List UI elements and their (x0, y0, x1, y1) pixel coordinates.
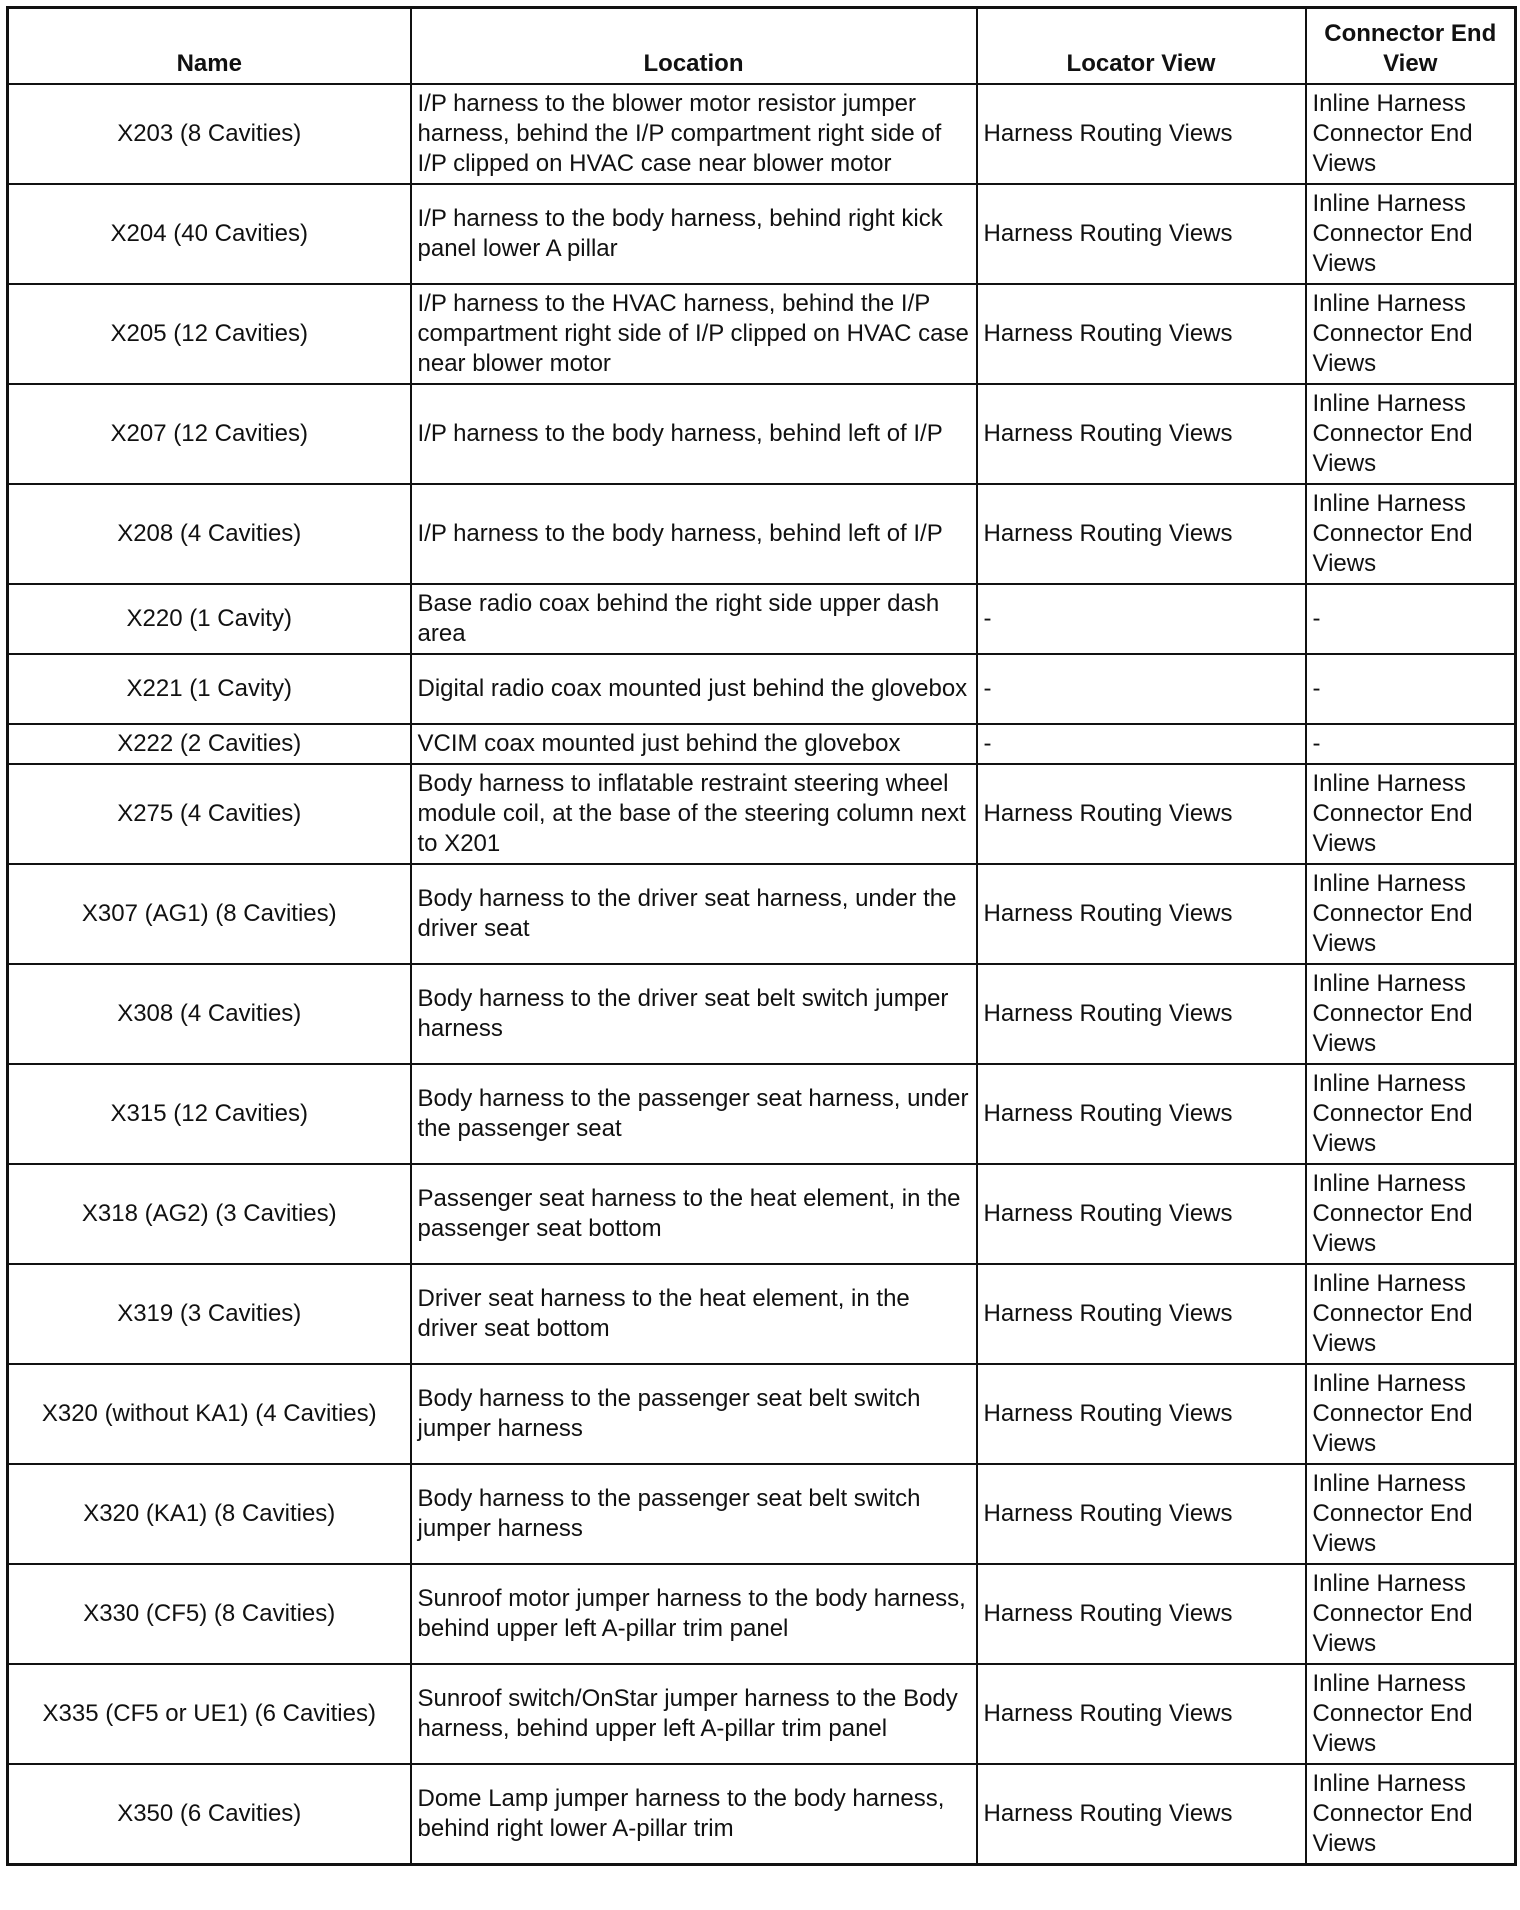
connector-name: X315 (12 Cavities) (8, 1064, 411, 1164)
connector-end-view: Inline Harness Connector End Views (1306, 1164, 1516, 1264)
table-row (8, 1564, 1516, 1664)
table-row (8, 484, 1516, 584)
connector-location: Driver seat harness to the heat element, in the driver seat bottom (411, 1264, 977, 1364)
connector-end-view: Inline Harness Connector End Views (1306, 764, 1516, 864)
connector-location: Digital radio coax mounted just behind the glovebox (411, 654, 977, 724)
connector-location: Body harness to the passenger seat harness, under the passenger seat (411, 1064, 977, 1164)
connector-location: Body harness to the driver seat belt switch jumper harness (411, 964, 977, 1064)
connector-name: X220 (1 Cavity) (8, 584, 411, 654)
locator-view: - (977, 584, 1306, 654)
connector-name: X350 (6 Cavities) (8, 1764, 411, 1865)
connector-location: VCIM coax mounted just behind the glovebox (411, 724, 977, 764)
connector-location: I/P harness to the body harness, behind left of I/P (411, 484, 977, 584)
connector-name: X208 (4 Cavities) (8, 484, 411, 584)
header-connector-end-view: Connector End View (1306, 8, 1516, 85)
table-row (8, 764, 1516, 864)
locator-view: Harness Routing Views (977, 1264, 1306, 1364)
connector-name: X330 (CF5) (8 Cavities) (8, 1564, 411, 1664)
table-row (8, 1364, 1516, 1464)
connector-name: X320 (KA1) (8 Cavities) (8, 1464, 411, 1564)
connector-location: Body harness to the driver seat harness, under the driver seat (411, 864, 977, 964)
connector-end-view: - (1306, 724, 1516, 764)
connector-table-page (6, 6, 1514, 1866)
locator-view: Harness Routing Views (977, 964, 1306, 1064)
table-row (8, 184, 1516, 284)
table-row (8, 384, 1516, 484)
connector-end-view: Inline Harness Connector End Views (1306, 1264, 1516, 1364)
connector-location: Body harness to the passenger seat belt switch jumper harness (411, 1464, 977, 1564)
table-header-row (8, 8, 1516, 85)
table-row (8, 1664, 1516, 1764)
connector-location: I/P harness to the body harness, behind right kick panel lower A pillar (411, 184, 977, 284)
connector-name: X275 (4 Cavities) (8, 764, 411, 864)
connector-end-view: Inline Harness Connector End Views (1306, 484, 1516, 584)
locator-view: Harness Routing Views (977, 484, 1306, 584)
connector-location: Body harness to the passenger seat belt switch jumper harness (411, 1364, 977, 1464)
locator-view: Harness Routing Views (977, 1464, 1306, 1564)
connector-location: Passenger seat harness to the heat element, in the passenger seat bottom (411, 1164, 977, 1264)
locator-view: Harness Routing Views (977, 764, 1306, 864)
table-row (8, 724, 1516, 764)
connector-end-view: Inline Harness Connector End Views (1306, 184, 1516, 284)
table-row (8, 1164, 1516, 1264)
connector-name: X205 (12 Cavities) (8, 284, 411, 384)
connector-end-view: - (1306, 584, 1516, 654)
header-locator-view: Locator View (977, 8, 1306, 85)
connector-end-view: Inline Harness Connector End Views (1306, 284, 1516, 384)
connector-end-view: Inline Harness Connector End Views (1306, 1564, 1516, 1664)
connector-name: X308 (4 Cavities) (8, 964, 411, 1064)
table-row (8, 1764, 1516, 1865)
connector-name: X222 (2 Cavities) (8, 724, 411, 764)
connector-end-view: Inline Harness Connector End Views (1306, 1664, 1516, 1764)
connector-name: X319 (3 Cavities) (8, 1264, 411, 1364)
locator-view: Harness Routing Views (977, 1364, 1306, 1464)
locator-view: Harness Routing Views (977, 84, 1306, 184)
locator-view: - (977, 724, 1306, 764)
header-name: Name (8, 8, 411, 85)
connector-end-view: - (1306, 654, 1516, 724)
connector-table (6, 6, 1517, 1866)
table-row (8, 284, 1516, 384)
locator-view: Harness Routing Views (977, 184, 1306, 284)
table-row (8, 964, 1516, 1064)
table-row (8, 1464, 1516, 1564)
connector-end-view: Inline Harness Connector End Views (1306, 1364, 1516, 1464)
connector-location: Sunroof motor jumper harness to the body harness, behind upper left A-pillar trim panel (411, 1564, 977, 1664)
connector-location: Body harness to inflatable restraint steering wheel module coil, at the base of the steering column next to X201 (411, 764, 977, 864)
connector-location: Base radio coax behind the right side upper dash area (411, 584, 977, 654)
connector-location: I/P harness to the HVAC harness, behind the I/P compartment right side of I/P clipped on HVAC case near blower motor (411, 284, 977, 384)
table-row (8, 654, 1516, 724)
table-row (8, 1064, 1516, 1164)
connector-name: X203 (8 Cavities) (8, 84, 411, 184)
connector-name: X204 (40 Cavities) (8, 184, 411, 284)
connector-name: X320 (without KA1) (4 Cavities) (8, 1364, 411, 1464)
connector-name: X335 (CF5 or UE1) (6 Cavities) (8, 1664, 411, 1764)
locator-view: Harness Routing Views (977, 284, 1306, 384)
locator-view: Harness Routing Views (977, 384, 1306, 484)
table-row (8, 864, 1516, 964)
connector-end-view: Inline Harness Connector End Views (1306, 1764, 1516, 1865)
locator-view: - (977, 654, 1306, 724)
connector-name: X221 (1 Cavity) (8, 654, 411, 724)
locator-view: Harness Routing Views (977, 1664, 1306, 1764)
connector-name: X307 (AG1) (8 Cavities) (8, 864, 411, 964)
connector-location: I/P harness to the blower motor resistor jumper harness, behind the I/P compartment right side of I/P clipped on HVAC case near blower motor (411, 84, 977, 184)
connector-location: I/P harness to the body harness, behind left of I/P (411, 384, 977, 484)
connector-end-view: Inline Harness Connector End Views (1306, 84, 1516, 184)
connector-end-view: Inline Harness Connector End Views (1306, 864, 1516, 964)
locator-view: Harness Routing Views (977, 1764, 1306, 1865)
connector-location: Sunroof switch/OnStar jumper harness to the Body harness, behind upper left A-pillar trim panel (411, 1664, 977, 1764)
header-location: Location (411, 8, 977, 85)
connector-name: X207 (12 Cavities) (8, 384, 411, 484)
connector-end-view: Inline Harness Connector End Views (1306, 964, 1516, 1064)
table-row (8, 1264, 1516, 1364)
table-row (8, 84, 1516, 184)
locator-view: Harness Routing Views (977, 1064, 1306, 1164)
connector-end-view: Inline Harness Connector End Views (1306, 1464, 1516, 1564)
locator-view: Harness Routing Views (977, 1164, 1306, 1264)
connector-end-view: Inline Harness Connector End Views (1306, 1064, 1516, 1164)
locator-view: Harness Routing Views (977, 1564, 1306, 1664)
table-row (8, 584, 1516, 654)
locator-view: Harness Routing Views (977, 864, 1306, 964)
connector-location: Dome Lamp jumper harness to the body harness, behind right lower A-pillar trim (411, 1764, 977, 1865)
connector-name: X318 (AG2) (3 Cavities) (8, 1164, 411, 1264)
connector-end-view: Inline Harness Connector End Views (1306, 384, 1516, 484)
